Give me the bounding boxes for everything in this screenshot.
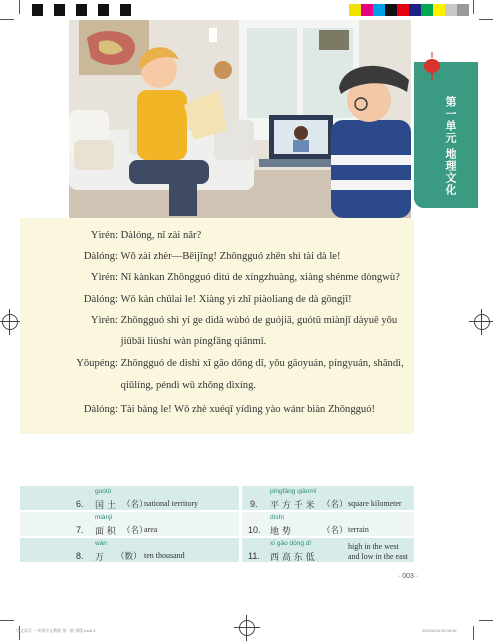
cmyk-color-bar xyxy=(349,4,469,16)
registration-mark xyxy=(2,314,18,330)
dialogue-text: qiūlíng, péndì wǔ zhǒng dìxíng. xyxy=(120,380,257,391)
dialogue-text: jiǔbǎi liùshí wàn píngfāng qiānmǐ. xyxy=(120,336,267,347)
vocab-row xyxy=(242,512,414,536)
gray-color-bar xyxy=(32,4,142,16)
vocab-pinyin: miànjī xyxy=(95,514,113,521)
crop-mark xyxy=(479,19,493,20)
lantern-icon xyxy=(422,52,442,80)
vocab-pos: （名） xyxy=(122,525,148,535)
crop-mark xyxy=(473,0,474,14)
speaker-label: Yìrén: xyxy=(90,230,118,241)
footer-date: 2019/6/26 20:06:36 xyxy=(422,628,457,633)
dialogue-line xyxy=(20,380,256,391)
crop-mark xyxy=(0,620,14,621)
dialogue-line xyxy=(20,251,341,262)
vocab-hanzi: 西 高 东 低 xyxy=(270,553,315,563)
living-room-scene xyxy=(69,20,411,218)
vocab-pinyin: wàn xyxy=(95,540,107,547)
crop-mark xyxy=(19,0,20,14)
dialogue-line xyxy=(20,358,404,369)
vocab-hanzi: 地 势 xyxy=(270,527,291,537)
vocab-hanzi: 国 土 xyxy=(95,501,116,511)
registration-mark xyxy=(239,620,255,636)
crop-mark xyxy=(473,626,474,640)
vocab-number: 7. xyxy=(76,525,84,535)
crop-mark xyxy=(479,620,493,621)
vocab-pos: （数） xyxy=(116,551,142,561)
page-number: · 003 · xyxy=(398,573,419,580)
speaker-label: Yǒupéng: xyxy=(76,358,118,369)
unit-side-tab xyxy=(414,20,478,208)
vocab-english-line2: and low in the east xyxy=(348,552,408,561)
speaker-label: Yìrén: xyxy=(90,315,118,326)
vocab-pos: （名） xyxy=(122,499,148,509)
speaker-label: Dàlóng: xyxy=(83,404,118,415)
vocab-pinyin: xī gāo dōng dī xyxy=(270,540,312,547)
dialogue-text: Tài bàng le! Wǒ zhè xuéqī yídìng yào wánr biàn Zhōngguó! xyxy=(120,404,376,415)
unit-title: 第一单元 地理文化 xyxy=(444,96,456,197)
dialogue-line xyxy=(20,315,397,326)
vocab-hanzi: 平 方 千 米 xyxy=(270,501,315,511)
vocab-row xyxy=(20,538,239,562)
dialogue-line xyxy=(20,294,352,305)
dialogue-text: Dàlóng, nǐ zài nǎr? xyxy=(120,230,202,241)
vocab-pinyin: guótǔ xyxy=(95,488,112,495)
vocab-number: 11. xyxy=(248,551,260,561)
vocab-english: terrain xyxy=(348,525,369,534)
footer-file: 中文读写 一年级中文教程 第一册 排版.indd 3 xyxy=(16,628,96,633)
illustration xyxy=(69,20,411,218)
dialogue-text: Zhōngguó de dìshì xī gāo dōng dī, yǒu gāoyuán, píngyuán, shāndì, xyxy=(120,358,404,369)
dialogue-text: Wǒ kàn chūlai le! Xiàng yì zhī piàoliang de dà gōngjī! xyxy=(120,294,352,305)
dialogue-line xyxy=(20,336,266,347)
crop-mark xyxy=(0,19,14,20)
vocab-row xyxy=(242,486,414,510)
vocab-number: 8. xyxy=(76,551,84,561)
vocab-hanzi: 万 xyxy=(95,553,105,563)
vocab-number: 9. xyxy=(250,499,258,509)
vocab-pos: （名） xyxy=(322,525,348,535)
vocab-english: area xyxy=(144,525,158,534)
vocab-english: square kilometer xyxy=(348,499,402,508)
dialogue-text: Wǒ zài zhèr—Běijīng! Zhōngguó zhēn shì tài dà le! xyxy=(120,251,341,262)
vocab-number: 10. xyxy=(248,525,261,535)
vocab-pinyin: píngfāng qiānmǐ xyxy=(270,488,317,495)
vocab-row xyxy=(242,538,414,562)
dialogue-line xyxy=(20,404,375,415)
dialogue-line xyxy=(20,230,201,241)
vocab-number: 6. xyxy=(76,499,84,509)
dialogue-text: Nǐ kànkan Zhōngguó dìtú de xíngzhuàng, xiàng shénme dòngwù? xyxy=(120,272,400,283)
dialogue-line xyxy=(20,272,400,283)
vocab-hanzi: 面 积 xyxy=(95,527,116,537)
vocab-english: national territory xyxy=(144,499,198,508)
dialogue-text: Zhōngguó shì yí ge dìdà wùbó de guójiā, guótǔ miànjī dàyuē yǒu xyxy=(120,315,398,326)
vocab-english: ten thousand xyxy=(144,551,185,560)
vocab-pos: （名） xyxy=(322,499,348,509)
vocab-english: high in the west xyxy=(348,542,399,551)
registration-mark xyxy=(474,314,490,330)
vocab-row xyxy=(20,512,239,536)
speaker-label: Dàlóng: xyxy=(83,251,118,262)
speaker-label: Yìrén: xyxy=(90,272,118,283)
vocab-pinyin: dìshì xyxy=(270,514,285,521)
speaker-label: Dàlóng: xyxy=(83,294,118,305)
print-footer xyxy=(16,628,95,634)
vocab-row xyxy=(20,486,239,510)
